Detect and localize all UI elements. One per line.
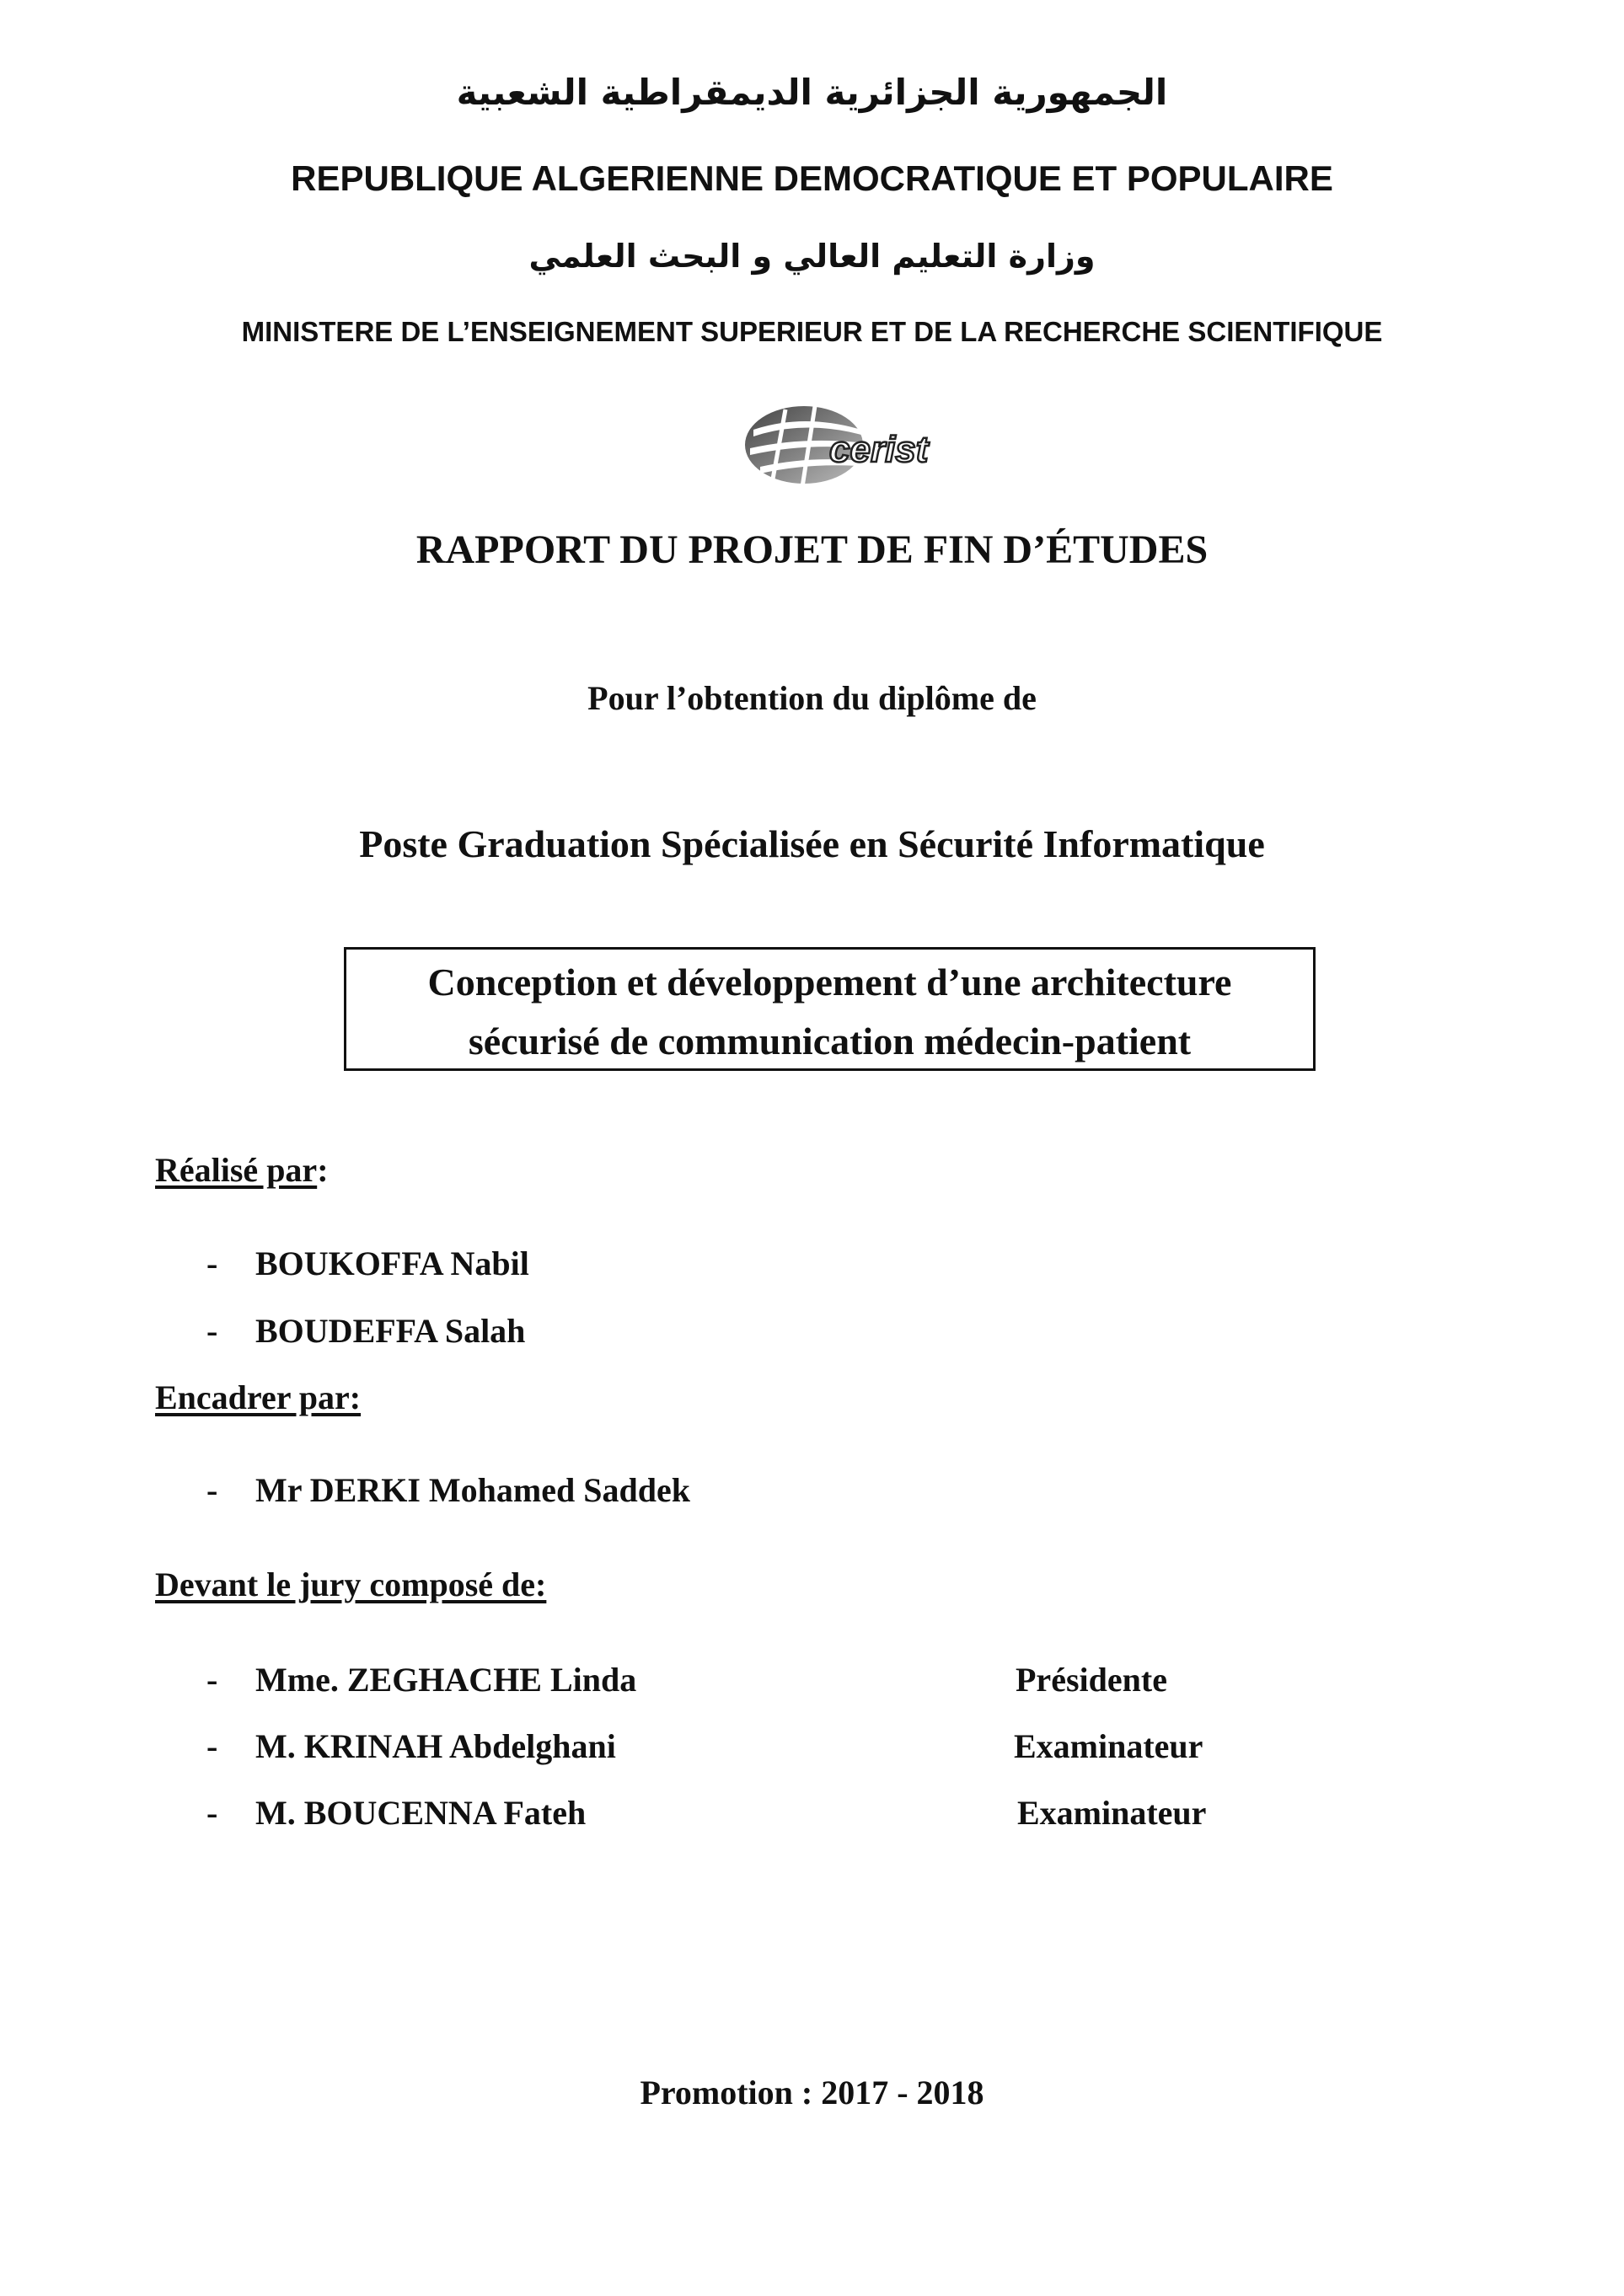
list-dash: - — [206, 1794, 218, 1832]
encadrer-label: Encadrer par: — [155, 1378, 362, 1416]
obtention-line: Pour l’obtention du diplôme de — [587, 679, 1037, 717]
list-dash: - — [206, 1244, 218, 1282]
project-title-line-1: Conception et développement d’une architecture — [427, 961, 1232, 1003]
jury-member-role: Présidente — [1016, 1661, 1167, 1699]
jury-member-name: M. KRINAH Abdelghani — [255, 1727, 616, 1765]
list-dash: - — [206, 1471, 218, 1509]
promotion-line: Promotion : 2017 - 2018 — [640, 2074, 984, 2111]
realise-label-colon: : — [317, 1151, 329, 1189]
realise-label-text: Réalisé par — [155, 1151, 318, 1189]
arabic-republic-heading: الجمهورية الجزائرية الديمقراطية الشعبية — [456, 72, 1168, 113]
report-title: RAPPORT DU PROJET DE FIN D’ÉTUDES — [415, 527, 1209, 572]
member-name: BOUKOFFA Nabil — [255, 1244, 529, 1282]
diploma-name: Poste Graduation Spécialisée en Sécurité Informatique — [359, 822, 1265, 865]
arabic-ministry-heading: وزارة التعليم العالي و البحث العلمي — [528, 238, 1096, 275]
cerist-logo-icon — [735, 396, 937, 497]
list-dash: - — [206, 1661, 218, 1699]
realise-label — [155, 1150, 329, 1190]
french-ministry-heading: MINISTERE DE L’ENSEIGNEMENT SUPERIEUR ET DE LA RECHERCHE SCIENTIFIQUE — [241, 316, 1383, 347]
jury-member-name: M. BOUCENNA Fateh — [255, 1794, 587, 1832]
jury-member-role: Examinateur — [1017, 1794, 1207, 1832]
supervisor-name: Mr DERKI Mohamed Saddek — [255, 1471, 690, 1509]
jury-member-name: Mme. ZEGHACHE Linda — [255, 1661, 637, 1699]
list-dash: - — [206, 1312, 218, 1350]
jury-member-role: Examinateur — [1014, 1727, 1203, 1765]
list-dash: - — [206, 1727, 218, 1765]
project-title-line-2: sécurisé de communication médecin-patient — [468, 1020, 1192, 1062]
jury-label: Devant le jury composé de: — [155, 1565, 547, 1603]
cerist-logo-text: cerist — [829, 429, 929, 470]
french-republic-heading: REPUBLIQUE ALGERIENNE DEMOCRATIQUE ET POPULAIRE — [291, 158, 1333, 198]
member-name: BOUDEFFA Salah — [255, 1312, 526, 1350]
project-title-box — [344, 947, 1316, 1071]
